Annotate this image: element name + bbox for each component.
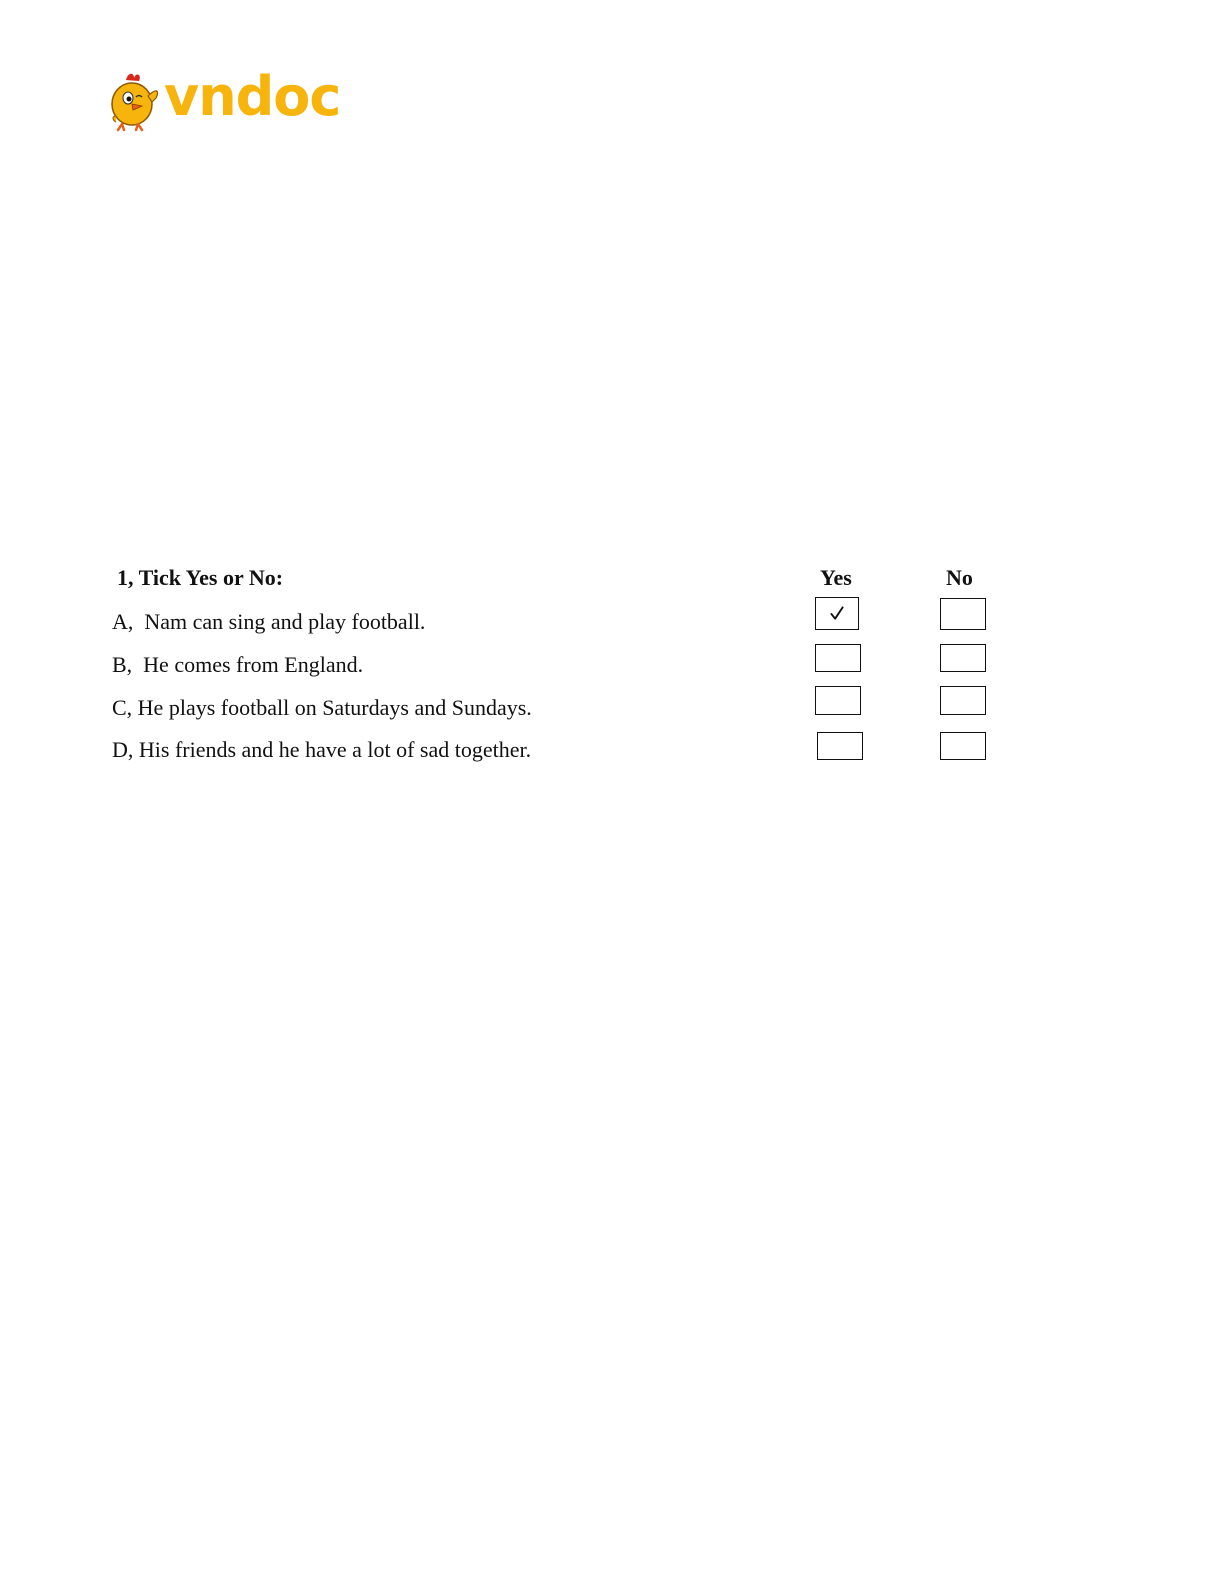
checkbox-b-yes[interactable] [815,644,861,672]
checkbox-b-no[interactable] [940,644,986,672]
statement-d: D, His friends and he have a lot of sad together. [112,737,532,762]
checkbox-a-yes[interactable] [815,597,859,630]
checkbox-a-no[interactable] [940,598,986,630]
statement-b: B, He comes from England. [112,652,364,677]
statement-a: A, Nam can sing and play football. [112,609,426,634]
vndoc-logo [108,65,341,132]
exercise-heading: 1, Tick Yes or No: [117,565,284,590]
chick-mascot-icon [108,70,168,132]
checkbox-c-yes[interactable] [815,686,861,715]
checkbox-d-no[interactable] [940,732,986,760]
column-no-label: No [946,565,973,590]
checkbox-c-no[interactable] [940,686,986,715]
logo-wordmark: vndoc [164,65,341,128]
statement-c: C, He plays football on Saturdays and Sundays. [112,695,532,720]
checkbox-d-yes[interactable] [817,732,863,760]
checkmark-icon [816,598,858,629]
column-yes-label: Yes [820,565,852,590]
